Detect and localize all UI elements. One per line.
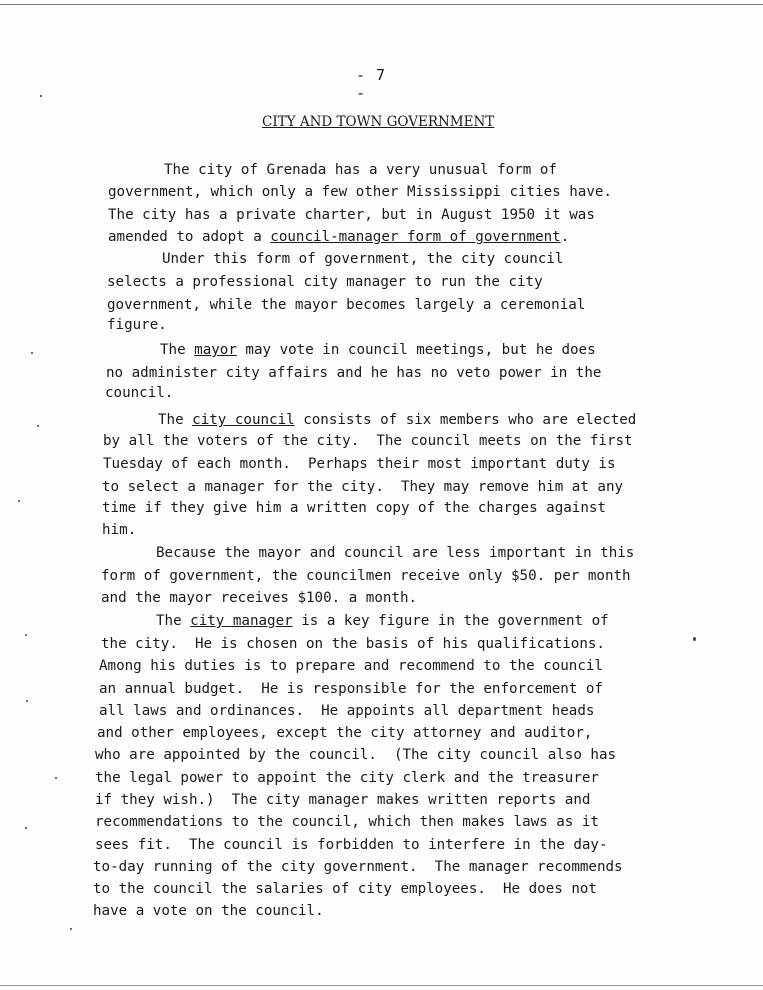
text-line [93, 903, 324, 919]
scan-speck [37, 425, 39, 427]
underlined-term: council-manager form of government [270, 229, 561, 245]
text-segment: Among his duties is to prepare and recommend to the council [99, 658, 603, 674]
text-segment: time if they give him a written copy of the charges against [102, 500, 606, 516]
scan-speck [55, 777, 57, 779]
text-segment: The [156, 613, 191, 629]
text-segment: sees fit. The council is forbidden to interfere in the day- [95, 837, 608, 853]
text-line [93, 881, 597, 897]
text-line [162, 251, 563, 267]
text-line [103, 433, 633, 449]
text-line [164, 162, 557, 178]
text-line [95, 792, 590, 808]
text-line [156, 613, 609, 629]
text-segment: is a key figure in the government of [292, 613, 609, 629]
text-line [107, 317, 167, 333]
text-line [99, 681, 603, 697]
text-line [107, 297, 585, 313]
text-line [156, 545, 634, 561]
underlined-term: city manager [190, 613, 293, 629]
text-line [106, 365, 601, 381]
text-line [108, 207, 595, 223]
page-number: - 7 - [356, 66, 387, 102]
text-segment: government, while the mayor becomes largely a ceremonial [107, 297, 586, 313]
scan-speck [40, 95, 42, 97]
text-line [103, 456, 616, 472]
text-segment: if they wish.) The city manager makes written reports and [95, 792, 591, 808]
text-segment: by all the voters of the city. The council meets on the first [103, 433, 633, 449]
top-edge-rule [0, 4, 763, 5]
text-segment: an annual budget. He is responsible for the enforcement of [99, 681, 603, 697]
text-segment: and the mayor receives $100. a month. [101, 590, 418, 606]
text-segment: the city. He is chosen on the basis of his qualifications. [101, 636, 605, 652]
text-segment: The [160, 342, 195, 358]
scan-speck [693, 637, 696, 641]
text-line [108, 184, 612, 200]
scan-speck [70, 928, 72, 930]
text-segment: Tuesday of each month. Perhaps their most important duty is [103, 456, 616, 472]
scan-speck [18, 500, 20, 502]
text-line [97, 725, 592, 741]
text-segment: to select a manager for the city. They may remove him at any [102, 479, 624, 495]
text-line [102, 479, 623, 495]
text-segment: Under this form of government, the city council [162, 251, 564, 267]
text-segment: figure. [107, 317, 167, 333]
text-line [95, 814, 599, 830]
text-segment: may vote in council meetings, but he does [236, 342, 596, 358]
text-line [95, 837, 608, 853]
text-line [108, 229, 569, 245]
text-segment: government, which only a few other Mississippi cities have. [108, 184, 612, 200]
text-line [105, 385, 173, 401]
scan-speck [31, 352, 33, 354]
text-segment: no administer city affairs and he has no veto power in the [106, 365, 602, 381]
text-line [158, 412, 636, 428]
bottom-edge-rule [0, 985, 763, 986]
underlined-term: city council [192, 412, 295, 428]
text-segment: the legal power to appoint the city clerk and the treasurer [95, 770, 599, 786]
text-line [102, 500, 606, 516]
text-line [160, 342, 596, 358]
text-line [99, 658, 603, 674]
text-segment: him. [102, 522, 137, 538]
text-line [95, 770, 599, 786]
text-segment: selects a professional city manager to run the city [107, 274, 543, 290]
text-line [93, 859, 623, 875]
text-segment: who are appointed by the council. (The city council also has [95, 747, 617, 763]
text-segment: recommendations to the council, which then makes laws as it [95, 814, 599, 830]
scan-speck [25, 827, 27, 829]
text-line [102, 522, 136, 538]
text-line [101, 590, 417, 606]
text-line [99, 703, 594, 719]
text-segment: have a vote on the council. [93, 903, 324, 919]
text-line [107, 274, 543, 290]
section-heading: CITY AND TOWN GOVERNMENT [262, 114, 495, 130]
text-line [101, 568, 631, 584]
text-segment: . [560, 229, 570, 245]
text-segment: and other employees, except the city attorney and auditor, [97, 725, 593, 741]
text-segment: consists of six members who are elected [294, 412, 637, 428]
text-segment: to-day running of the city government. The manager recommends [93, 859, 623, 875]
text-segment: all laws and ordinances. He appoints all department heads [99, 703, 595, 719]
text-segment: amended to adopt a [108, 229, 271, 245]
text-segment: The city of Grenada has a very unusual form of [164, 162, 557, 178]
text-segment: form of government, the councilmen receive only $50. per month [101, 568, 631, 584]
scan-speck [26, 700, 28, 702]
text-line [95, 747, 616, 763]
text-segment: The [158, 412, 193, 428]
underlined-term: mayor [194, 342, 237, 358]
text-segment: council. [105, 385, 174, 401]
text-segment: to the council the salaries of city employees. He does not [93, 881, 597, 897]
text-line [101, 636, 605, 652]
text-segment: The city has a private charter, but in August 1950 it was [108, 207, 595, 223]
text-segment: Because the mayor and council are less important in this [156, 545, 635, 561]
scan-speck [25, 634, 27, 636]
